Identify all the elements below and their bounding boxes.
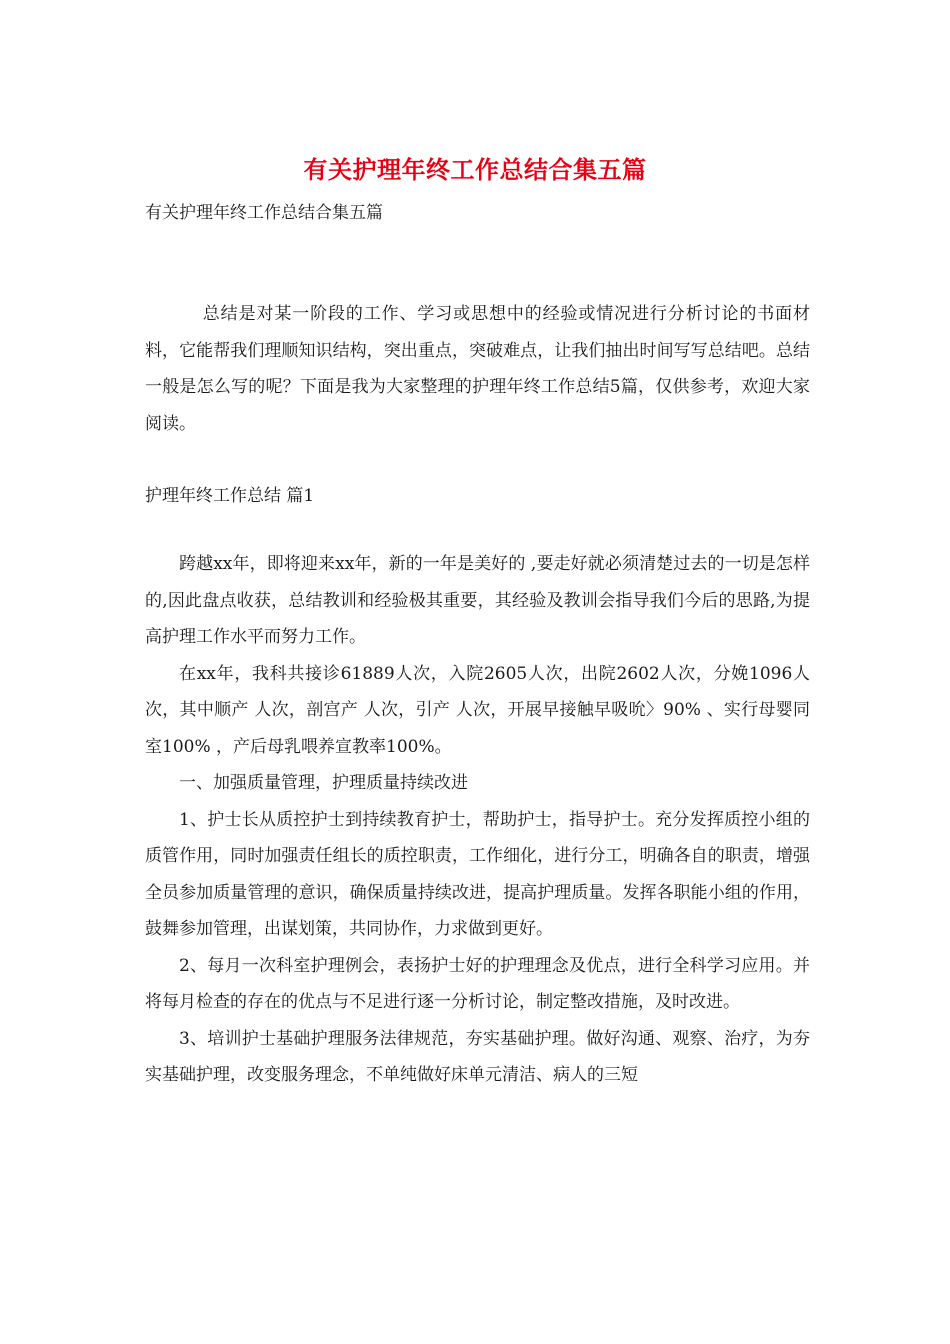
body-paragraph: 1、护士长从质控护士到持续教育护士，帮助护士，指导护士。充分发挥质控小组的质管作用，同时加强责任组长的质控职责，工作细化，进行分工，明确各自的职责，增强全员参加质量管理的意识，确保质量持续改进，提高护理质量。发挥各职能小组的作用，鼓舞参加管理，出谋划策，共同协作，力求做到更好。 xyxy=(145,809,810,939)
body-paragraph: 2、每月一次科室护理例会，表扬护士好的护理理念及优点，进行全科学习应用。并将每月检查的存在的优点与不足进行逐一分析讨论，制定整改措施，及时改进。 xyxy=(145,955,810,1012)
body-paragraph: 在xx年，我科共接诊61889人次，入院2605人次，出院2602人次，分娩1096人次，其中顺产 人次，剖宫产 人次，引产 人次，开展早接触早吸吮〉90% 、实行母婴同室100% ，产后母乳喂养宣教率100%。 xyxy=(145,663,810,757)
document-subtitle: 有关护理年终工作总结合集五篇 xyxy=(145,203,383,223)
section-heading: 护理年终工作总结 篇1 xyxy=(145,486,315,506)
intro-block xyxy=(145,296,810,442)
document-title: 有关护理年终工作总结合集五篇 xyxy=(303,155,647,184)
subsection-heading: 一、加强质量管理，护理质量持续改进 xyxy=(179,773,468,793)
intro-paragraph: 总结是对某一阶段的工作、学习或思想中的经验或情况进行分析讨论的书面材料，它能帮我们理顺知识结构，突出重点，突破难点，让我们抽出时间写写总结吧。总结一般是怎么写的呢？下面是我为大家整理的护理年终工作总结5篇，仅供参考，欢迎大家阅读。 xyxy=(145,304,810,434)
body-paragraph: 3、培训护士基础护理服务法律规范，夯实基础护理。做好沟通、观察、治疗，为夯实基础护理，改变服务理念，不单纯做好床单元清洁、病人的三短 xyxy=(145,1028,810,1085)
body-paragraph: 跨越xx年，即将迎来xx年，新的一年是美好的 ,要走好就必须清楚过去的一切是怎样的,因此盘点收获，总结教训和经验极其重要，其经验及教训会指导我们今后的思路,为提高护理工作水平而努力工作。 xyxy=(145,554,810,647)
main-body xyxy=(145,546,810,1094)
